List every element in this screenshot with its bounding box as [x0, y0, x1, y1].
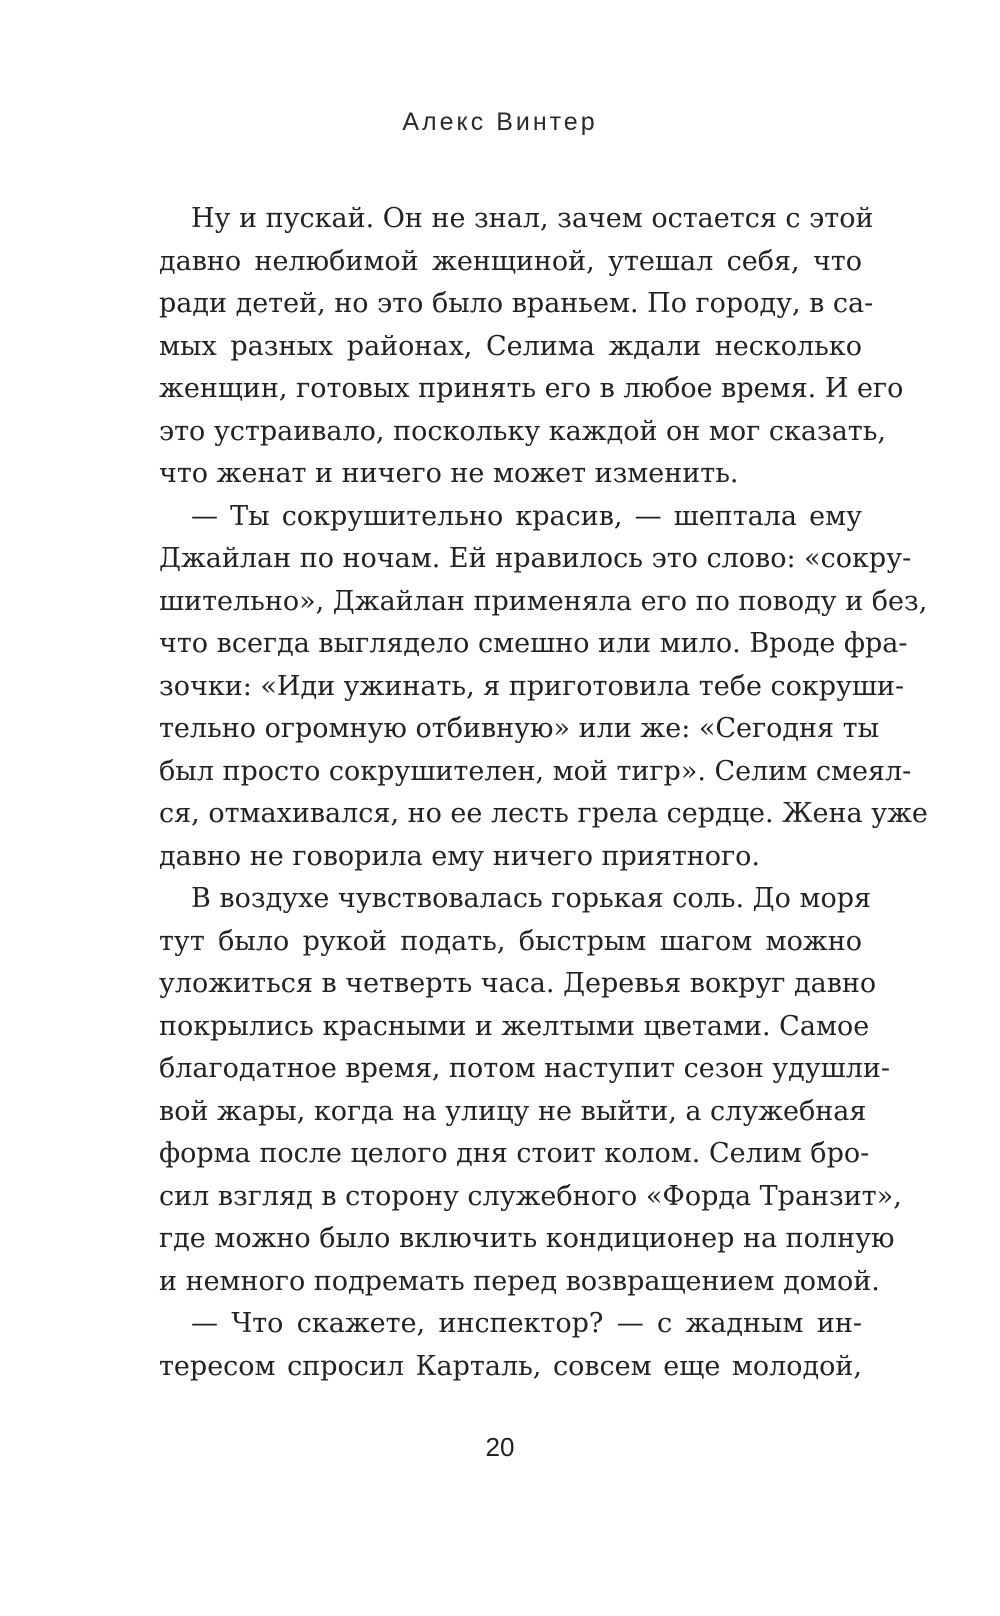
- text-line: покрылись красными и желтыми цветами. Самое: [159, 1010, 870, 1042]
- page-number: 20: [485, 1432, 515, 1462]
- text-line: тельно огромную отбивную» или же: «Сегодня ты: [159, 713, 880, 744]
- text-line: благодатное время, потом наступит сезон удушли-: [159, 1053, 891, 1084]
- text-line: зочки: «Иди ужинать, я приготовила тебе сокруши-: [159, 670, 905, 702]
- text-line: что женат и ничего не может изменить.: [159, 458, 739, 489]
- text-line: где можно было включить кондиционер на полную: [159, 1223, 895, 1254]
- text-line: — Ты сокрушительно красив, — шептала ему: [191, 500, 862, 532]
- text-line: был просто сокрушителен, мой тигр». Селим смеял-: [159, 755, 912, 787]
- text-line: и немного подремать перед возвращением домой.: [159, 1265, 880, 1297]
- text-line: форма после целого дня стоит колом. Селим бро-: [159, 1138, 870, 1169]
- text-line: Джайлан по ночам. Ей нравилось это слово: «сокру-: [159, 543, 912, 574]
- text-line: вой жары, когда на улицу не выйти, а служебная: [159, 1095, 867, 1127]
- text-line: что всегда выглядело смешно или мило. Вроде фра-: [159, 628, 908, 659]
- text-line: тут было рукой подать, быстрым шагом можно: [159, 925, 862, 957]
- text-line: уложиться в четверть часа. Деревья вокруг давно: [159, 968, 877, 999]
- text-line: давно нелюбимой женщиной, утешал себя, что: [159, 245, 862, 277]
- text-line: мых разных районах, Селима ждали несколько: [159, 330, 862, 362]
- text-line: это устраивало, поскольку каждой он мог сказать,: [159, 415, 887, 447]
- running-head-author: Алекс Винтер: [402, 108, 598, 136]
- body-text: [159, 198, 928, 1388]
- text-line: женщин, готовых принять его в любое время. И его: [159, 373, 904, 404]
- text-line: ся, отмахивался, но ее лесть грела сердце. Жена уже: [159, 798, 928, 829]
- text-line: сил взгляд в сторону служебного «Форда Транзит»,: [159, 1180, 902, 1212]
- text-line: шительно», Джайлан применяла его по поводу и без,: [159, 585, 928, 617]
- text-line: В воздухе чувствовалась горькая соль. До моря: [191, 883, 872, 914]
- text-line: Ну и пускай. Он не знал, зачем остается с этой: [191, 203, 874, 234]
- text-line: ради детей, но это было враньем. По городу, в са-: [159, 288, 874, 319]
- text-line: — Что скажете, инспектор? — с жадным ин-: [191, 1308, 862, 1339]
- text-line: давно не говорила ему ничего приятного.: [159, 840, 761, 872]
- text-line: тересом спросил Карталь, совсем еще молодой,: [159, 1350, 862, 1382]
